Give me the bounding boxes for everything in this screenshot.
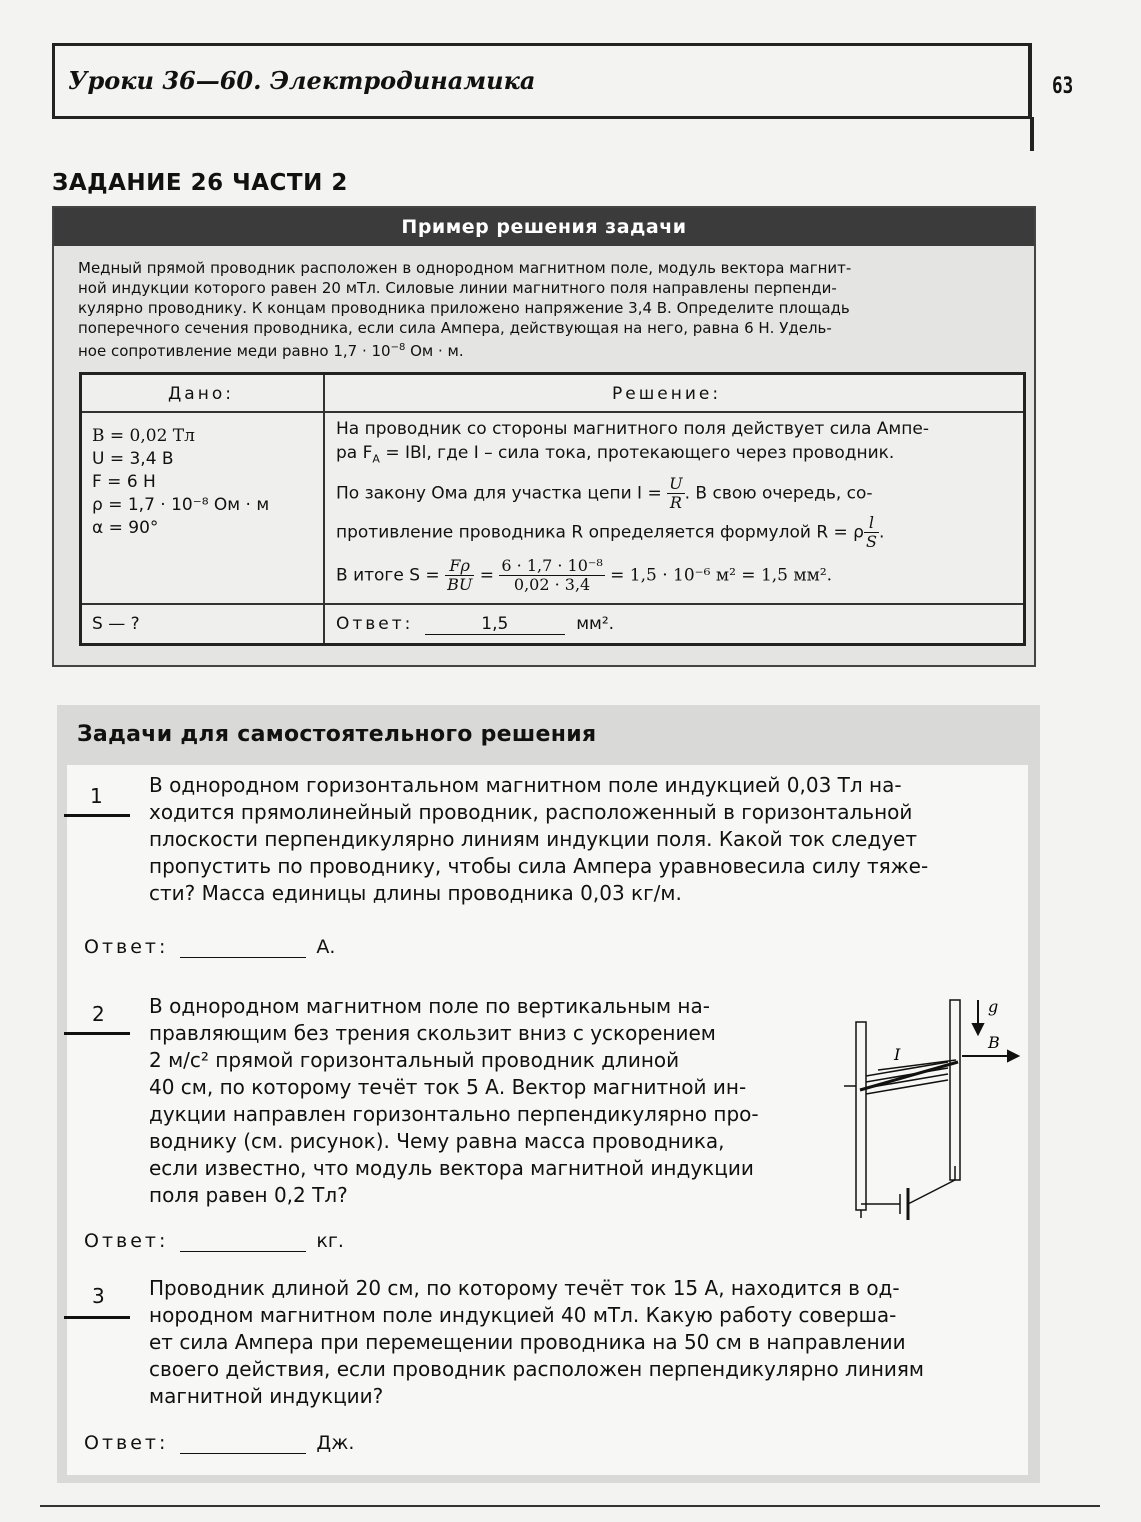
answer-input[interactable]: [180, 1433, 306, 1454]
task-heading: ЗАДАНИЕ 26 ЧАСТИ 2: [52, 170, 348, 196]
rails-figure: [838, 990, 1038, 1225]
problem-number: 3: [92, 1284, 105, 1308]
given-item: ρ = 1,7 · 10⁻⁸ Ом · м: [92, 495, 270, 515]
problem-number-bar: [64, 1032, 130, 1035]
header-title: Уроки 36—60. Электродинамика: [68, 66, 536, 95]
answer-input[interactable]: [180, 937, 306, 958]
solution-line: противление проводника R определяется формулой R = ρ $\frac{l}{S}$ .: [336, 513, 885, 552]
example-problem-line: [78, 338, 1010, 361]
problem-3-text: Проводник длиной 20 см, по которому течёт ток 15 А, находится в од- нородном магнитном поле индукцией 40 мТл. Какую работу соверша- ет сила Ампера при перемещении проводника на 50 см в направлении своего действия, если проводник расположен перпендикулярно линиям магнитной индукции?: [149, 1276, 925, 1408]
example-problem-line: ной индукции которого равен 20 мТл. Силовые линии магнитного поля направлены перпенди-: [78, 279, 837, 297]
given-list: [92, 425, 269, 540]
problem-2-answer: Ответ: кг.: [84, 1230, 344, 1252]
example-answer-value: 1,5: [425, 614, 565, 635]
example-problem: [78, 258, 1010, 361]
solution-text: [336, 417, 1016, 594]
find-value: S — ?: [92, 614, 140, 634]
page-number: 63: [1052, 74, 1074, 99]
example-problem-last: ное сопротивление меди равно 1,7 · 10: [78, 342, 391, 360]
example-problem-exp: −8: [390, 342, 406, 353]
given-item: B = 0,02 Тл: [92, 426, 195, 446]
given-header: Дано:: [168, 384, 234, 404]
problem-2-text: В однородном магнитном поле по вертикальным на- правляющим без трения скользит вниз с ускорением 2 м/с² прямой горизонтальный проводник длиной 40 см, по которому течёт ток 5 А. Вектор магнитной ин- дукции направлен горизонтально перпендикулярно про- воднику (см. рисунок). Чему равна масса проводника, если известно, что модуль вектора магнитной индукции поля равен 0,2 Тл?: [149, 994, 759, 1207]
solution-line: В итоге S = $\frac{F\rho}{BU}$ = $\frac{\text{6 · 1,7 · 10⁻⁸}}{0,02 \cdot 3,4}$ = 1,5 · 10⁻⁶ м² = 1,5 мм².: [336, 556, 833, 595]
bottom-rule: [40, 1505, 1100, 1507]
problem-3-answer: Ответ: Дж.: [84, 1432, 355, 1454]
self-section-heading: Задачи для самостоятельного решения: [77, 722, 597, 747]
field-lines: [860, 1060, 958, 1094]
problem-1-text: В однородном горизонтальном магнитном поле индукцией 0,03 Тл на- ходится прямолинейный проводник, расположенный в горизонтальной плоскости перпендикулярно линиям индукции поля. Какой ток следует пропустить по проводнику, чтобы сила Ампера уравновесила силу тяже- сти? Масса единицы длины проводника 0,03 кг/м.: [149, 773, 929, 905]
problem-number-bar: [64, 814, 130, 817]
problem-number: 1: [90, 784, 103, 808]
solution-line: ра $F_A$ = IBl, где I – сила тока, протекающего через проводник.: [336, 443, 895, 466]
example-problem-unit: Ом · м.: [405, 342, 464, 360]
answer-input[interactable]: [180, 1231, 306, 1252]
given-item: F = 6 Н: [92, 472, 156, 492]
example-problem-line: поперечного сечения проводника, если сила Ампера, действующая на него, равна 6 Н. Удель-: [78, 319, 832, 337]
label-I: I: [894, 1045, 901, 1064]
solution-line: По закону Ома для участка цепи I = $\frac{U}{R}$ . В свою очередь, со-: [336, 474, 873, 513]
solution-line: На проводник со стороны магнитного поля действует сила Ампе-: [336, 419, 929, 439]
solution-header: Решение:: [612, 384, 722, 404]
given-item: U = 3,4 В: [92, 449, 174, 469]
problem-1-answer: Ответ: А.: [84, 936, 336, 958]
given-item: α = 90°: [92, 518, 159, 538]
header-frame-tail: [1030, 117, 1034, 151]
problem-number: 2: [92, 1002, 105, 1026]
problem-number-bar: [64, 1316, 130, 1319]
example-banner: Пример решения задачи: [54, 208, 1034, 246]
example-problem-line: кулярно проводнику. К концам проводника приложено напряжение 3,4 В. Определите площадь: [78, 299, 850, 317]
label-g: g: [988, 997, 999, 1016]
label-B: B: [988, 1033, 1000, 1052]
example-answer: Ответ: 1,5 мм².: [336, 614, 615, 634]
example-problem-line: Медный прямой проводник расположен в однородном магнитном поле, модуль вектора магнит-: [78, 259, 852, 277]
